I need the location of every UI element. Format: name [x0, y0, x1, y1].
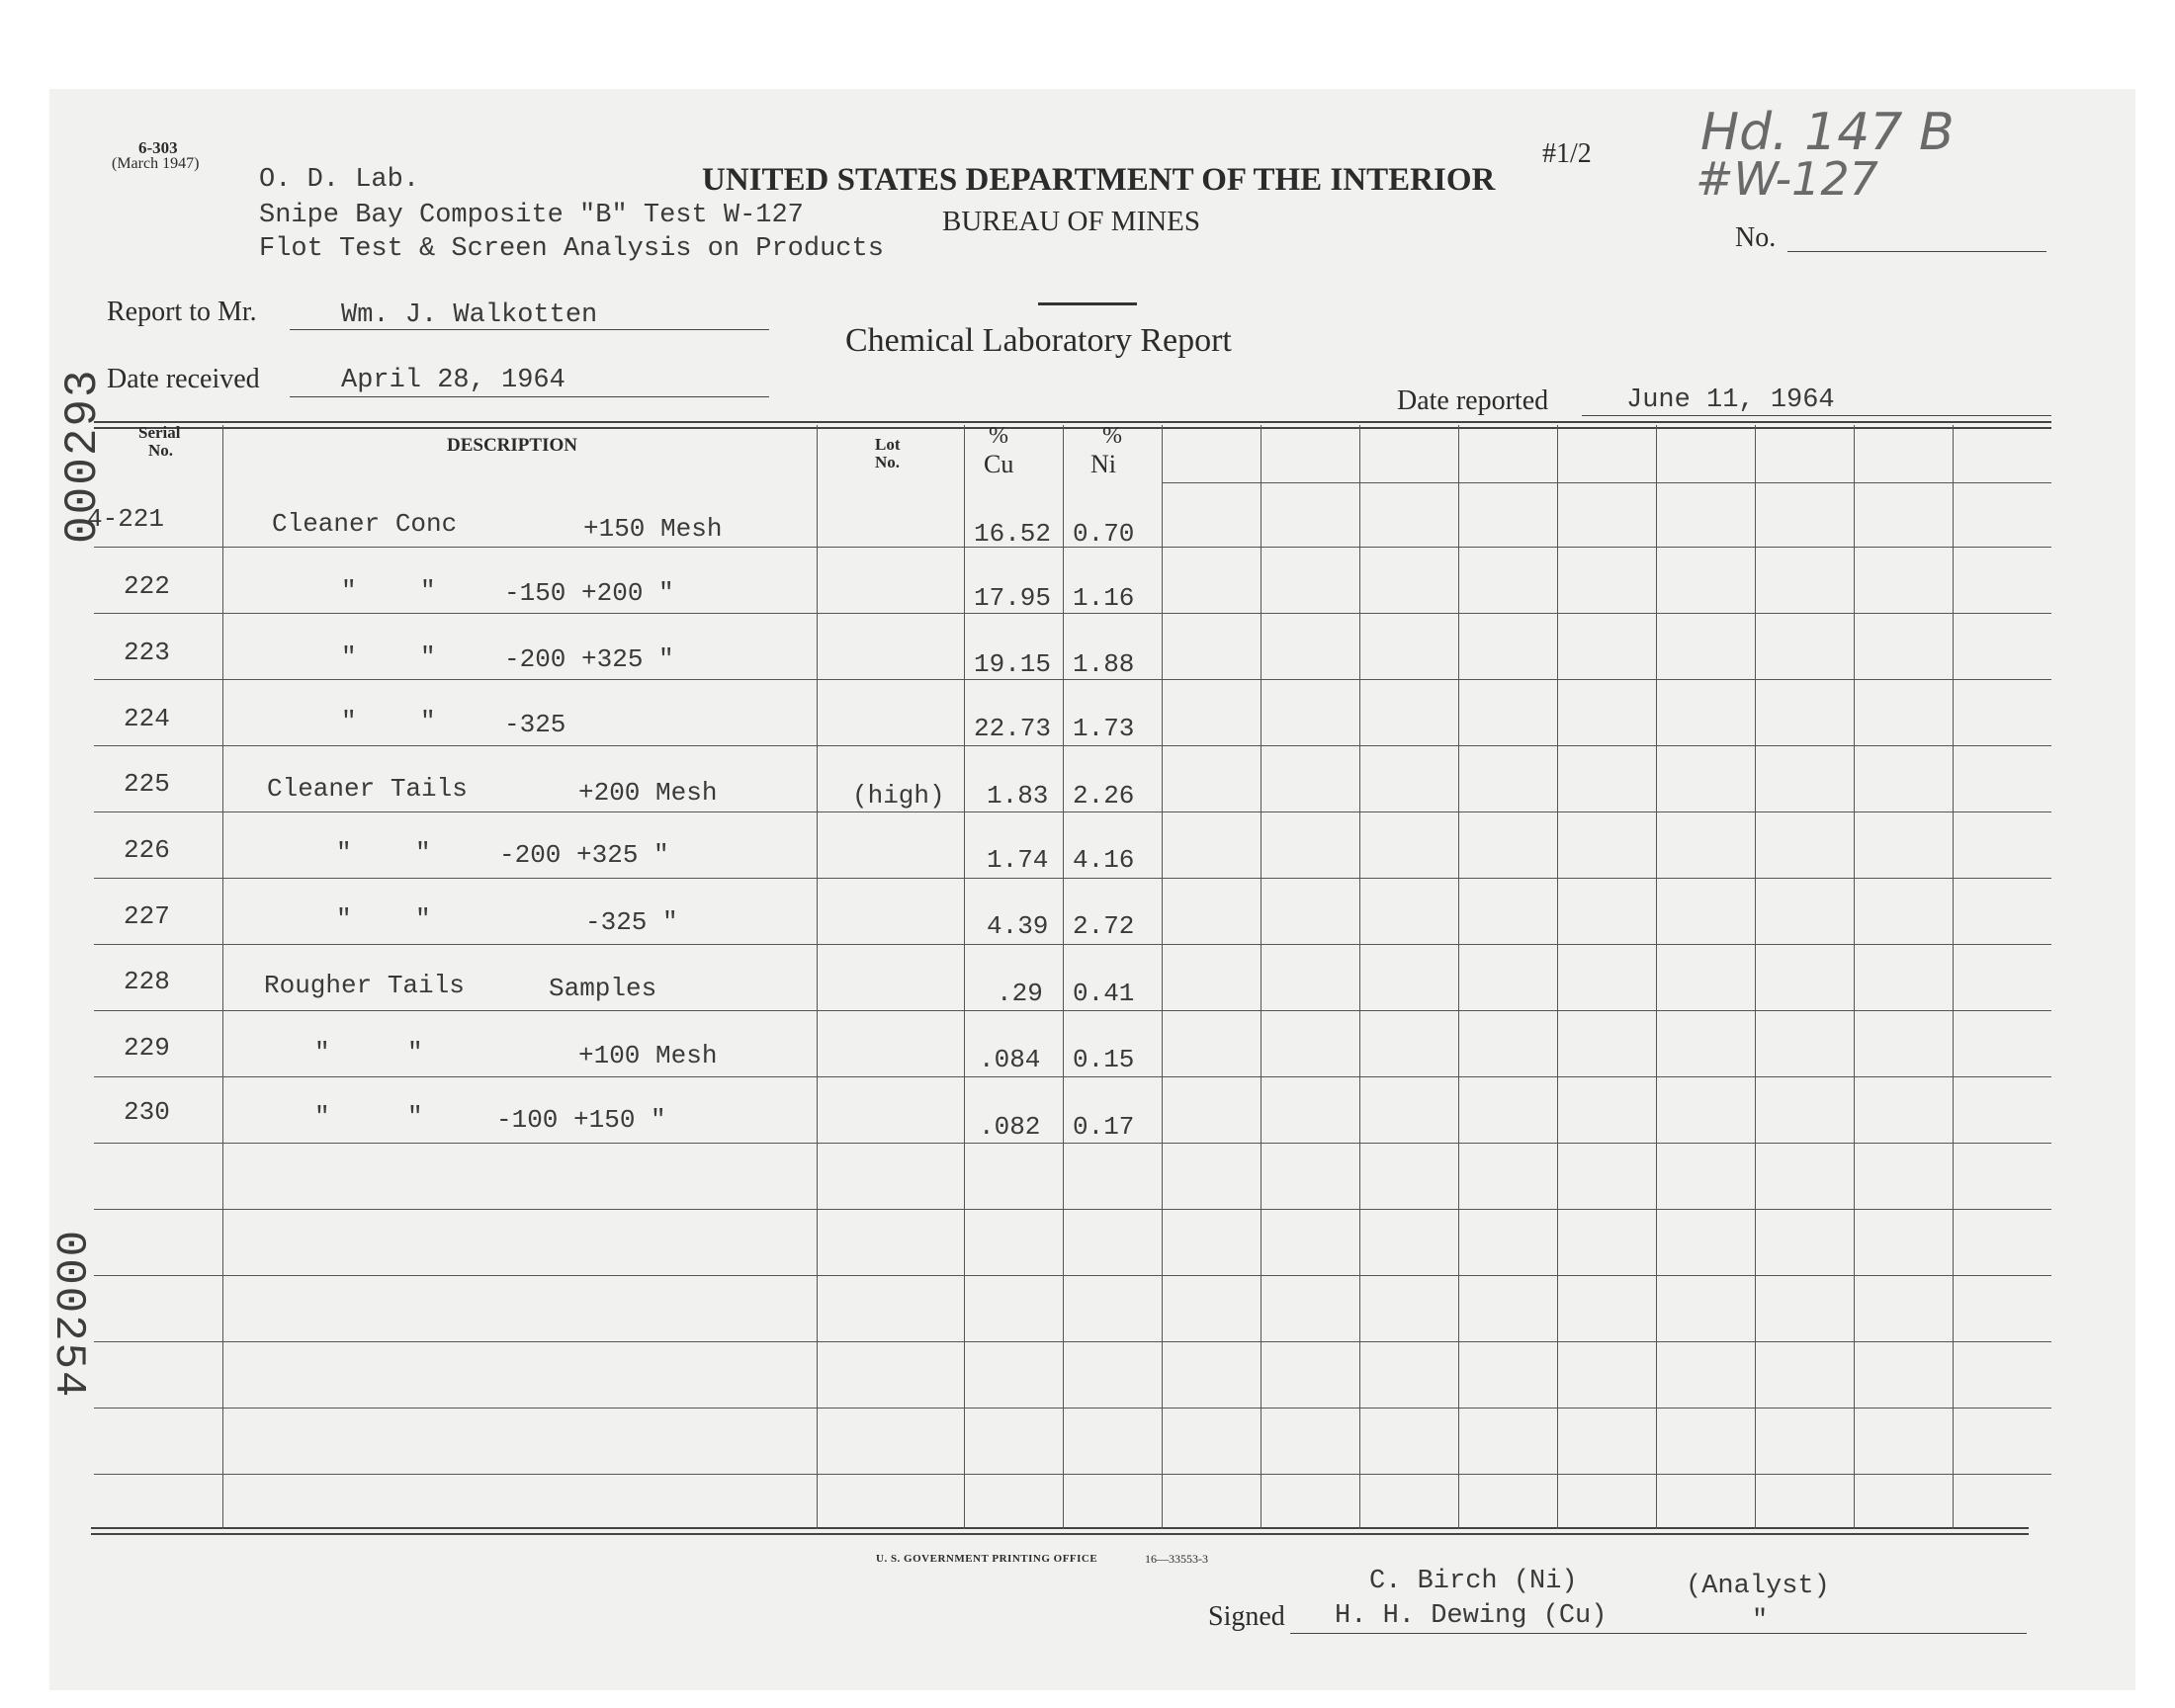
test-name: Snipe Bay Composite "B" Test W-127 [259, 201, 804, 230]
col-description-header: DESCRIPTION [447, 435, 577, 456]
row-10-ni: 0.17 [1073, 1112, 1135, 1142]
date-received-value: April 28, 1964 [341, 366, 566, 395]
row-8-name: Rougher Tails [264, 971, 465, 1000]
row-8-size: Samples [549, 974, 657, 1003]
analyst-2-ditto: " [1752, 1606, 1769, 1636]
row-7-ditto: " [415, 904, 431, 934]
row-3-cu: 19.15 [974, 649, 1052, 679]
row-2-name: " [341, 576, 357, 606]
department-title: UNITED STATES DEPARTMENT OF THE INTERIOR [702, 162, 1496, 198]
printer-code: 16—33553-3 [1145, 1552, 1208, 1566]
row-6-cu: 1.74 [987, 845, 1049, 875]
stamp-number-bottom: 000254 [44, 1231, 93, 1400]
row-2-ni: 1.16 [1073, 583, 1135, 613]
date-reported-label: Date reported [1397, 385, 1549, 416]
row-9-cu: .084 [979, 1045, 1041, 1074]
row-10-cu: .082 [979, 1112, 1041, 1142]
printer-note: U. S. GOVERNMENT PRINTING OFFICE [876, 1553, 1098, 1565]
report-to-label: Report to Mr. [107, 297, 257, 327]
row-10-name: " [314, 1102, 330, 1132]
row-8-cu: .29 [997, 979, 1043, 1008]
row-2-cu: 17.95 [974, 583, 1052, 613]
row-7-size: -325 " [585, 907, 678, 937]
row-4-name: " [341, 707, 357, 736]
signed-label: Signed [1208, 1601, 1285, 1632]
row-3-serial: 223 [124, 638, 170, 667]
row-6-ni: 4.16 [1073, 845, 1135, 875]
date-received-line [290, 396, 769, 397]
row-2-size: -150 +200 " [504, 578, 674, 608]
row-3-ni: 1.88 [1073, 649, 1135, 679]
row-4-ditto: " [420, 707, 436, 736]
date-reported-line [1582, 415, 2051, 416]
row-7-cu: 4.39 [987, 911, 1049, 941]
date-reported-value: June 11, 1964 [1626, 385, 1835, 415]
row-8-serial: 228 [124, 967, 170, 996]
col-lot-header-2: No. [875, 453, 901, 471]
row-8-ni: 0.41 [1073, 979, 1135, 1008]
row-5-ni: 2.26 [1073, 781, 1135, 811]
row-1-size: +150 Mesh [583, 514, 723, 544]
col-ni-header-2: Ni [1090, 450, 1116, 478]
handwritten-ref: Hd. 147 B [1700, 103, 1955, 162]
row-1-cu: 16.52 [974, 519, 1052, 549]
row-2-ditto: " [420, 576, 436, 606]
handwritten-test: #W-127 [1696, 152, 1878, 206]
signature-line [1290, 1633, 2027, 1634]
row-5-size: +200 Mesh [578, 778, 718, 808]
col-cu-header: % [989, 423, 1008, 449]
row-3-ditto: " [420, 642, 436, 672]
row-4-ni: 1.73 [1073, 714, 1135, 743]
row-5-name: Cleaner Tails [267, 774, 468, 804]
row-6-serial: 226 [124, 835, 170, 865]
analyst-1: C. Birch (Ni) [1369, 1567, 1578, 1596]
no-label: No. [1735, 222, 1777, 253]
row-1-ni: 0.70 [1073, 519, 1135, 549]
row-5-lot: (high) [852, 781, 945, 811]
row-5-serial: 225 [124, 769, 170, 799]
analysis-name: Flot Test & Screen Analysis on Products [259, 234, 884, 264]
row-7-serial: 227 [124, 901, 170, 931]
report-to-line [290, 329, 769, 330]
row-10-ditto: " [407, 1102, 423, 1132]
col-serial-header-2: No. [148, 441, 174, 460]
row-4-cu: 22.73 [974, 714, 1052, 743]
form-date: (March 1947) [112, 155, 200, 172]
row-4-size: -325 [504, 710, 566, 739]
report-title: Chemical Laboratory Report [845, 322, 1232, 359]
title-rule [1038, 302, 1137, 305]
row-9-size: +100 Mesh [578, 1041, 718, 1070]
form-number: 6-303 [138, 138, 178, 157]
col-cu-header-2: Cu [984, 450, 1014, 478]
row-1-serial: 4-221 [87, 504, 165, 534]
row-7-ni: 2.72 [1073, 911, 1135, 941]
row-5-cu: 1.83 [987, 781, 1049, 811]
row-7-name: " [336, 904, 352, 934]
row-6-ditto: " [415, 838, 431, 868]
col-ni-header: % [1102, 423, 1122, 449]
row-6-size: -200 +325 " [499, 840, 669, 870]
row-3-name: " [341, 642, 357, 672]
row-4-serial: 224 [124, 704, 170, 733]
row-9-ni: 0.15 [1073, 1045, 1135, 1074]
stamp-number-top: 000293 [57, 368, 109, 544]
bureau-title: BUREAU OF MINES [942, 206, 1201, 237]
row-9-serial: 229 [124, 1033, 170, 1063]
row-3-size: -200 +325 " [504, 644, 674, 674]
part-ref: #1/2 [1542, 138, 1592, 169]
col-serial-header: Serial [138, 423, 181, 442]
row-2-serial: 222 [124, 571, 170, 601]
analyst-2: H. H. Dewing (Cu) [1335, 1601, 1608, 1631]
analyst-label: (Analyst) [1686, 1572, 1830, 1601]
row-10-serial: 230 [124, 1097, 170, 1127]
row-10-size: -100 +150 " [496, 1105, 666, 1135]
report-to-value: Wm. J. Walkotten [341, 300, 598, 330]
row-6-name: " [336, 838, 352, 868]
row-1-name: Cleaner Conc [272, 509, 458, 539]
row-9-name: " [314, 1038, 330, 1068]
date-received-label: Date received [107, 364, 260, 394]
no-field-line [1787, 251, 2046, 252]
col-lot-header: Lot [875, 435, 901, 454]
lab-name: O. D. Lab. [259, 165, 420, 195]
row-9-ditto: " [407, 1038, 423, 1068]
